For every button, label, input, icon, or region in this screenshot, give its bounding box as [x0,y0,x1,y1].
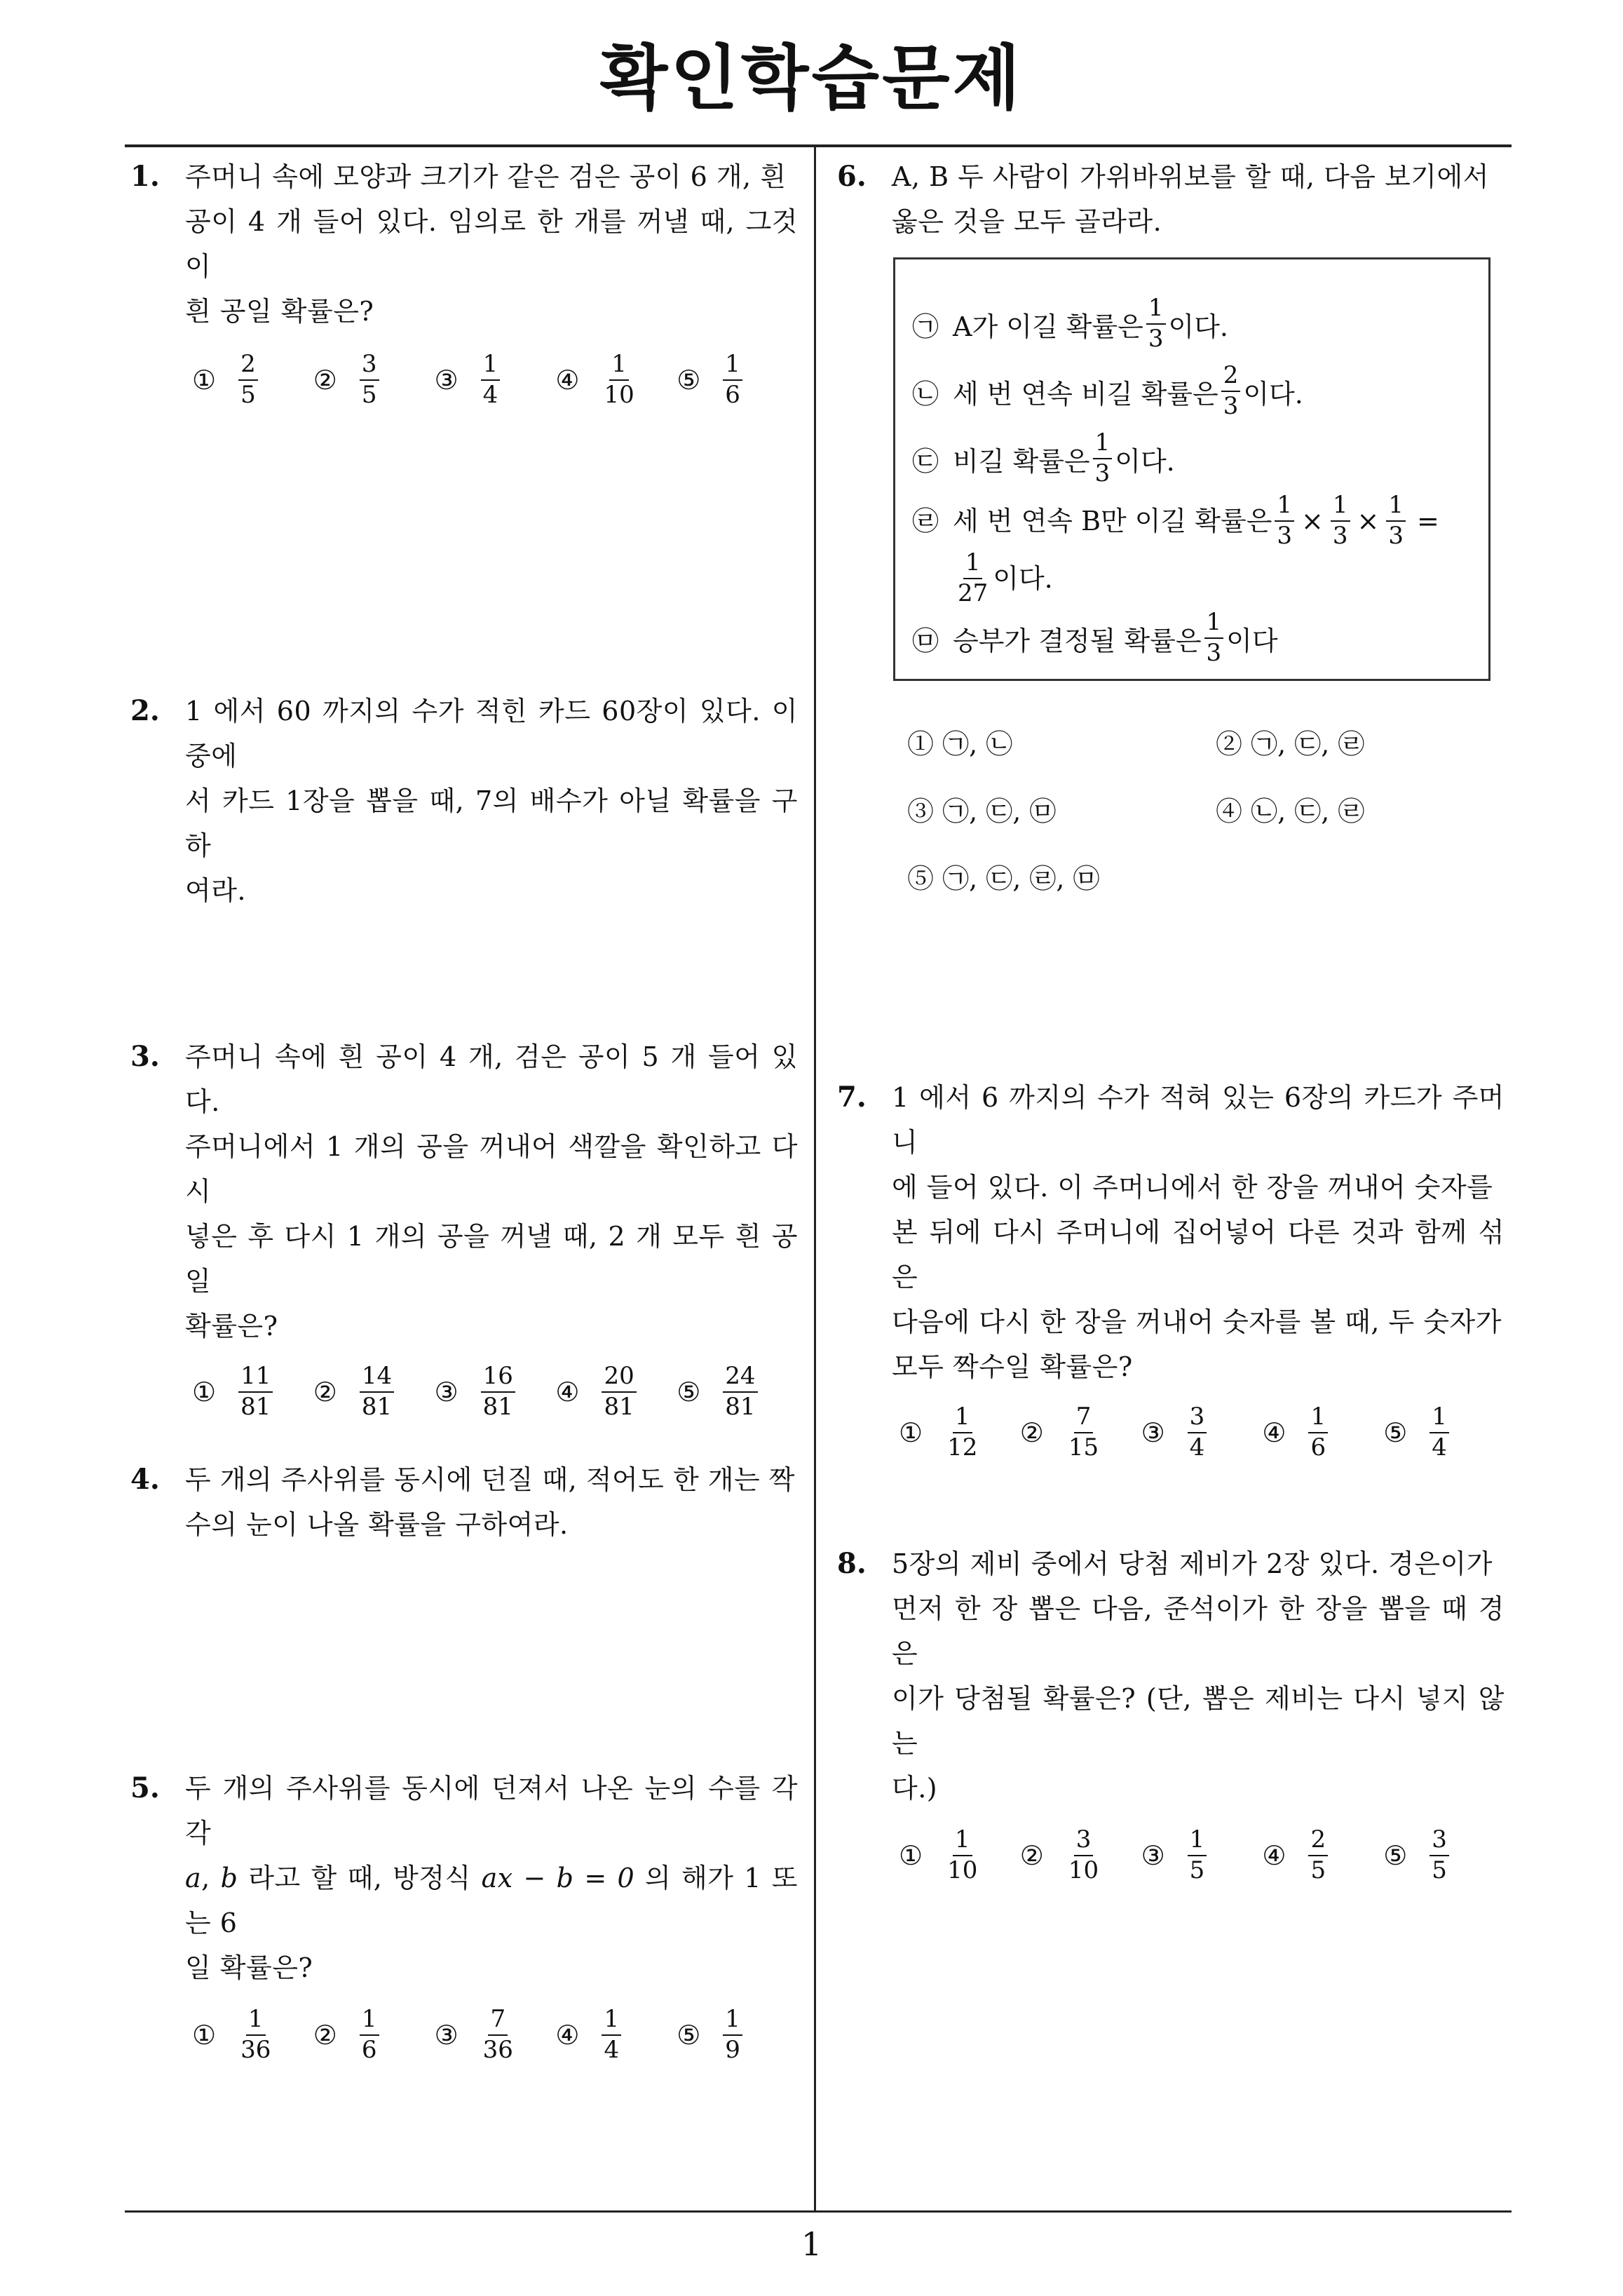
numerator: 1 [1204,610,1224,639]
text-line: A, B 두 사람이 가위바위보를 할 때, 다음 보기에서 [892,161,1489,192]
numerator: 1 [246,2007,266,2036]
denominator: 5 [361,380,377,409]
example-box [893,257,1490,681]
denominator: 4 [1189,1433,1205,1461]
math-var: a [185,1863,202,1893]
numerator: 1 [1308,1405,1328,1433]
fraction [723,352,742,407]
denominator: 9 [725,2035,740,2064]
text-line: 5장의 제비 중에서 당첨 제비가 2장 있다. 경은이가 [892,1548,1493,1579]
statement-text: 이다 [1226,625,1278,656]
denominator: 10 [604,380,634,409]
choice-3[interactable] [1141,1825,1263,1884]
answer-choices [192,2007,798,2062]
equals-sign: = [1417,506,1439,536]
denominator: 5 [240,380,256,409]
fraction [1430,1825,1449,1884]
problem-3 [125,1034,798,1419]
text-line: 모두 짝수일 확률은? [892,1351,1133,1382]
problem-number: 4. [130,1463,160,1496]
equation: ax − b = 0 [481,1863,635,1893]
denominator: 5 [1310,1856,1326,1884]
fraction [602,1364,636,1419]
text-line: 수의 눈이 나올 확률을 구하여라. [185,1509,569,1540]
text-line: 주머니 속에 흰 공이 4 개, 검은 공이 5 개 들어 있다. [185,1041,798,1117]
statement-1 [912,290,1488,358]
denominator: 27 [958,579,989,607]
text-line: 본 뒤에 다시 주머니에 집어넣어 다른 것과 함께 섞은 [892,1217,1505,1292]
fraction [723,2007,742,2062]
denominator: 3 [1148,325,1164,353]
numerator: 1 [953,1405,972,1433]
numerator: 14 [360,1364,394,1393]
fraction [1430,1405,1449,1460]
fraction [1386,493,1406,548]
choice-marker: ③ [1141,1839,1165,1871]
choice-marker: ③ [1141,1417,1165,1448]
denominator: 5 [1189,1856,1205,1884]
page-number: 1 [801,2225,822,2263]
numerator: 1 [1146,296,1166,325]
numerator: 2 [1221,363,1241,392]
bottom-rule [125,2210,1512,2213]
choice-marker: ① [899,1417,923,1448]
choice-2[interactable] [313,352,435,407]
numerator: 1 [723,2007,742,2036]
fraction [360,352,379,407]
choice-3[interactable] [435,1364,556,1419]
choice-1[interactable] [192,2007,313,2062]
fraction [602,352,636,407]
problem-number: 8. [837,1547,867,1580]
fraction [1331,493,1350,548]
problem-text [185,1766,798,1990]
choice-marker: ③ [434,364,459,396]
denominator: 3 [1277,522,1293,550]
fraction [1204,610,1224,666]
choice-marker: ① [899,1839,923,1871]
statement-marker: ㉠ [912,311,939,342]
numerator: 3 [1430,1828,1449,1856]
numerator: 1 [481,352,501,381]
numerator: 7 [1074,1405,1094,1433]
choice-1[interactable] [192,1364,313,1419]
fraction [481,352,501,407]
choice-marker: ① [192,1376,217,1407]
fraction [1188,1405,1207,1460]
problem-number: 7. [837,1081,867,1114]
problem-5 [125,1766,798,2062]
problem-number: 5. [130,1771,160,1804]
choice-marker: ③ [434,2019,459,2051]
denominator: 6 [1310,1433,1326,1461]
denominator: 10 [1068,1856,1099,1884]
statement-text: 비길 확률은 [953,445,1090,477]
choice-marker: ① [192,364,217,396]
numerator: 1 [609,352,629,381]
statement-text: A가 이길 확률은 [953,311,1143,342]
fraction [481,2007,515,2062]
numerator: 2 [238,352,258,381]
choice-marker: ② [1019,1839,1044,1871]
statement-text: 승부가 결정될 확률은 [953,625,1202,656]
choice-2[interactable] [313,1364,435,1419]
choice-4[interactable] [555,2007,677,2062]
column-divider [814,146,816,2212]
fraction [602,2007,621,2062]
denominator: 4 [604,2035,620,2064]
problem-number: 6. [837,160,867,193]
text-line: 일 확률은? [185,1952,313,1983]
choice-3[interactable] [435,2007,556,2062]
choice-marker: ② [313,2019,337,2051]
math-var: b [220,1863,238,1893]
numerator: 1 [953,1828,972,1856]
text-line: 에 들어 있다. 이 주머니에서 한 장을 꺼내어 숫자를 [892,1172,1493,1203]
option-2[interactable]: ② ㉠, ㉢, ㉣ [1216,729,1365,759]
text-line: 두 개의 주사위를 동시에 던질 때, 적어도 한 개는 짝 [185,1464,795,1495]
problem-text [892,1075,1505,1389]
text-segment: , [201,1863,221,1893]
denominator: 4 [1432,1433,1447,1461]
choice-marker: ④ [555,1376,580,1407]
top-rule [125,144,1512,147]
denominator: 10 [947,1856,978,1884]
fraction [1221,363,1241,419]
denominator: 4 [482,380,498,409]
choice-marker: ⑤ [1383,1417,1408,1448]
numerator: 3 [360,352,379,381]
fraction [1308,1405,1328,1460]
problem-text [185,1034,798,1349]
numerator: 20 [602,1364,636,1393]
choice-marker: ③ [434,1376,459,1407]
numerator: 1 [1386,493,1406,522]
numerator: 1 [1275,493,1294,522]
numerator: 1 [360,2007,379,2036]
statement-3 [912,425,1488,492]
fraction [723,1364,757,1419]
denominator: 3 [1388,522,1404,550]
fraction [1308,1825,1328,1884]
denominator: 81 [604,1392,634,1421]
problem-2 [125,689,798,913]
problem-number: 1. [130,160,160,193]
denominator: 6 [361,2035,377,2064]
denominator: 12 [947,1433,978,1461]
option-5[interactable]: ⑤ ㉠, ㉢, ㉣, ㉤ [907,863,1100,894]
fraction [238,2007,273,2062]
page-title: 확인학습문제 [599,37,1024,119]
statement-text: 이다. [1115,445,1175,477]
numerator: 11 [238,1364,273,1393]
problem-number: 3. [130,1040,160,1073]
numerator: 2 [1308,1828,1328,1856]
choice-marker: ④ [1262,1839,1286,1871]
denominator: 15 [1068,1433,1099,1461]
option-1[interactable]: ① ㉠, ㉡ [907,729,1013,759]
problem-text [185,689,798,913]
numerator: 1 [963,551,983,579]
choice-2[interactable] [1019,1825,1141,1884]
statement-4 [912,492,1488,605]
problem-text [185,154,798,334]
choice-marker: ⑤ [677,364,701,396]
choice-marker: ④ [1262,1417,1286,1448]
choice-5[interactable] [677,352,798,407]
choice-2[interactable] [1020,1405,1141,1460]
text-line: 이가 당첨될 확률은? (단, 뽑은 제비는 다시 넣지 않는 [892,1683,1505,1759]
answer-choices [192,352,798,407]
choice-2[interactable] [313,2007,435,2062]
text-line: 넣은 후 다시 1 개의 공을 꺼낼 때, 2 개 모두 흰 공일 [185,1221,798,1297]
statement-marker: ㉡ [912,378,939,410]
choice-marker: ② [313,364,337,396]
statement-marker: ㉣ [912,506,939,536]
numerator: 24 [723,1364,757,1393]
text-segment: 라고 할 때, 방정식 [238,1863,482,1893]
answer-choices [899,1825,1505,1884]
numerator: 7 [488,2007,508,2036]
denominator: 36 [240,2035,271,2064]
fraction [238,352,258,407]
denominator: 6 [725,380,740,409]
fraction [945,1825,979,1884]
text-line [185,1856,798,1945]
fraction [481,1364,515,1419]
choice-4[interactable] [555,352,677,407]
option-3[interactable]: ③ ㉠, ㉢, ㉤ [907,796,1057,827]
statement-text: 이다. [993,563,1053,594]
answer-choices [192,1364,798,1419]
text-line: 여라. [185,875,246,906]
denominator: 3 [1206,639,1222,667]
fraction [1146,296,1166,351]
choice-marker: ① [192,2019,217,2051]
problem-text [892,154,1505,244]
fraction [1275,493,1294,548]
choice-marker: ② [1019,1417,1044,1448]
choice-marker: ⑤ [1383,1839,1408,1871]
times-sign: × [1357,506,1380,536]
statement-text: 세 번 연속 B만 이길 확률은 [953,506,1272,536]
denominator: 3 [1094,459,1111,487]
text-line: 흰 공일 확률은? [185,296,374,327]
choice-marker: ② [313,1376,337,1407]
numerator: 3 [1188,1405,1207,1433]
fraction [360,1364,394,1419]
statement-5 [912,605,1488,672]
problem-text [185,1457,798,1547]
choice-5[interactable] [677,2007,798,2062]
statement-marker: ㉢ [912,445,939,477]
choice-1[interactable] [899,1825,1020,1884]
numerator: 1 [1188,1828,1207,1856]
choice-4[interactable] [555,1364,677,1419]
denominator: 81 [361,1392,393,1421]
denominator: 81 [482,1392,513,1421]
numerator: 1 [1093,431,1113,459]
text-segment: 의 해가 1 또는 6 [185,1863,799,1938]
answer-choices [899,1405,1505,1460]
times-sign: × [1301,506,1324,536]
fraction [956,548,990,607]
text-line: 옳은 것을 모두 골라라. [892,206,1162,237]
fraction [945,1405,979,1460]
denominator: 81 [240,1392,271,1421]
problem-7 [831,1075,1505,1460]
text-line: 확률은? [185,1311,278,1342]
numerator: 1 [602,2007,621,2036]
choice-1[interactable] [192,352,313,407]
choice-marker: ⑤ [677,1376,701,1407]
denominator: 3 [1332,522,1348,550]
denominator: 5 [1432,1856,1447,1884]
statement-marker: ㉤ [912,625,939,656]
choice-3[interactable] [435,352,556,407]
fraction [238,1364,273,1419]
choice-5[interactable] [1383,1405,1505,1460]
problem-1 [125,154,798,407]
problem-number: 2. [130,694,160,727]
text-line: 두 개의 주사위를 동시에 던져서 나온 눈의 수를 각각 [185,1773,798,1849]
numerator: 1 [1331,493,1350,522]
choice-1[interactable] [899,1405,1020,1460]
choice-5[interactable] [1383,1825,1505,1884]
option-4[interactable]: ④ ㉡, ㉢, ㉣ [1216,796,1365,827]
problem-4 [125,1457,798,1547]
text-line: 다.) [892,1773,938,1804]
choice-3[interactable] [1141,1405,1263,1460]
text-line: 다음에 다시 한 장을 꺼내어 숫자를 볼 때, 두 숫자가 [892,1306,1502,1337]
denominator: 3 [1223,392,1239,420]
fraction [360,2007,379,2062]
choice-5[interactable] [677,1364,798,1419]
statement-text: 세 번 연속 비길 확률은 [953,378,1218,410]
choice-4[interactable] [1262,1405,1383,1460]
fraction [1093,428,1113,487]
fraction [1188,1825,1207,1884]
denominator: 81 [725,1392,756,1421]
statement-2 [912,358,1488,425]
text-line: 1 에서 6 까지의 수가 적혀 있는 6장의 카드가 주머니 [892,1082,1505,1158]
text-line: 먼저 한 장 뽑은 다음, 준석이가 한 장을 뽑을 때 경은 [892,1593,1505,1669]
statement-body [953,492,1439,607]
numerator: 1 [1430,1405,1449,1433]
statement-text: 이다. [1243,378,1303,410]
text-line: 주머니에서 1 개의 공을 꺼내어 색깔을 확인하고 다시 [185,1131,798,1207]
numerator: 1 [723,352,742,381]
problem-text [892,1541,1505,1811]
choice-marker: ④ [555,2019,580,2051]
fraction [1066,1405,1101,1460]
text-line: 주머니 속에 모양과 크기가 같은 검은 공이 6 개, 흰 [185,161,787,192]
problem-8 [831,1541,1505,1883]
problem-6 [831,154,1505,926]
text-line: 공이 4 개 들어 있다. 임의로 한 개를 꺼낼 때, 그것이 [185,206,798,282]
statement-text: 이다. [1168,311,1228,342]
text-line: 1 에서 60 까지의 수가 적힌 카드 60장이 있다. 이 중에 [185,696,798,771]
choice-marker: ⑤ [677,2019,701,2051]
numerator: 16 [481,1364,515,1393]
fraction [1066,1825,1101,1884]
denominator: 36 [482,2035,513,2064]
choice-marker: ④ [555,364,580,396]
choice-4[interactable] [1262,1825,1383,1884]
text-line: 서 카드 1장을 뽑을 때, 7의 배수가 아닐 확률을 구하 [185,785,798,861]
numerator: 3 [1074,1828,1094,1856]
